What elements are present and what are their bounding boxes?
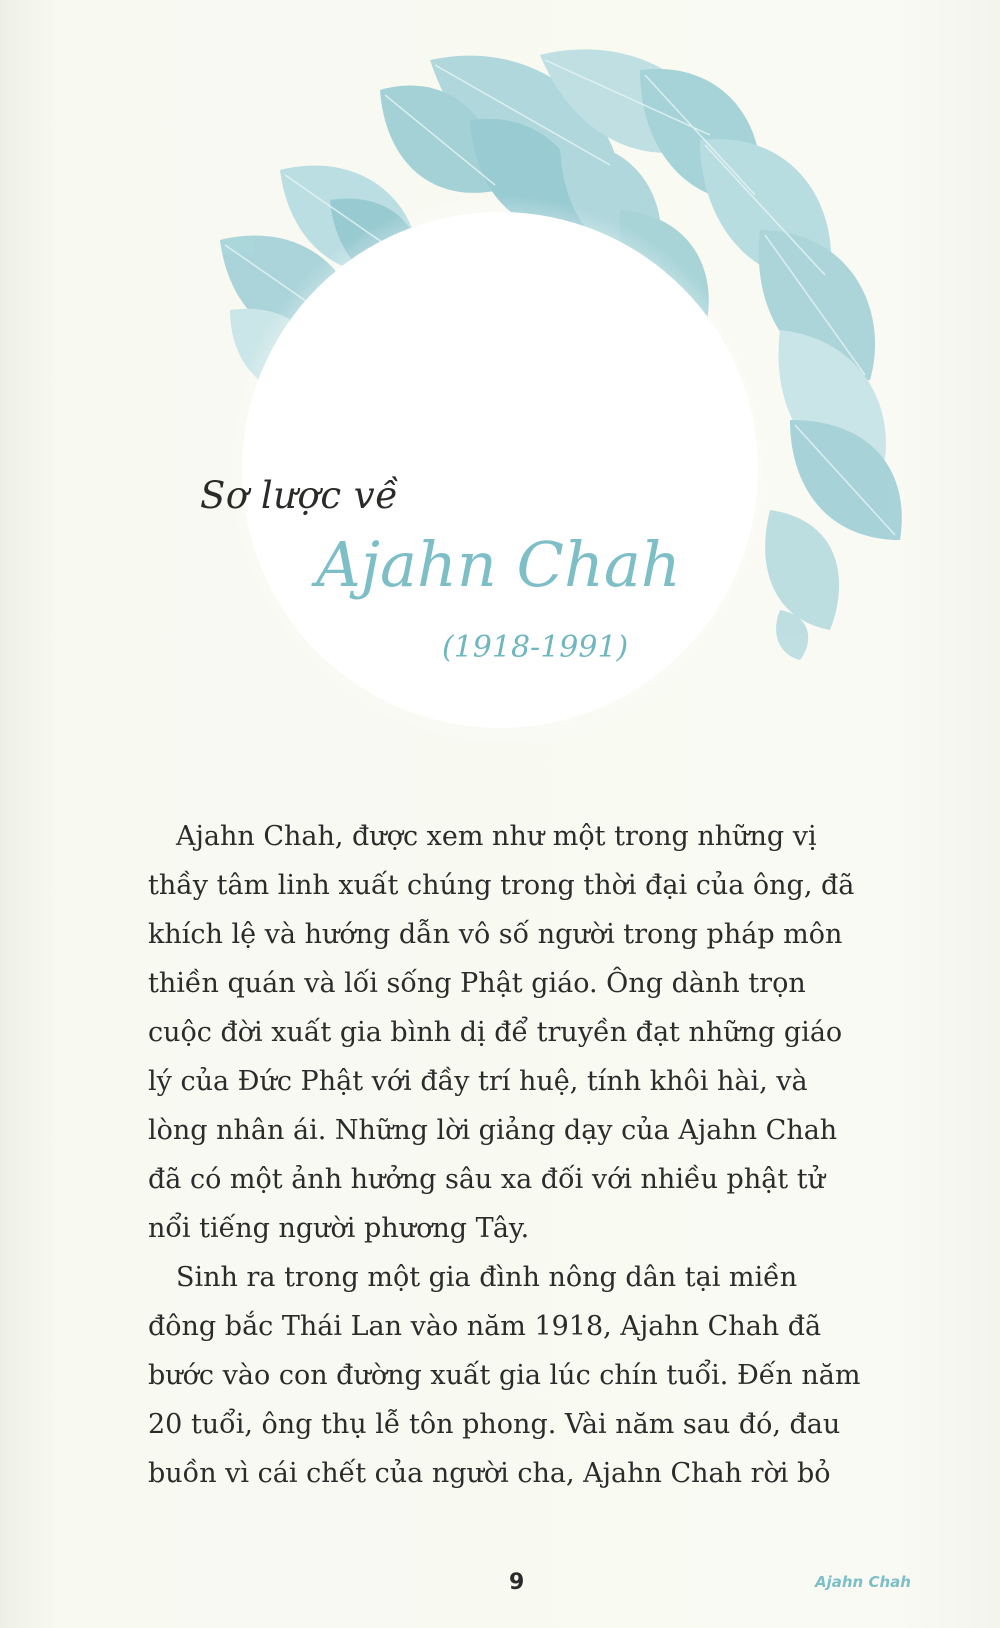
heading-years: (1918-1991) xyxy=(442,630,629,665)
text-line: lòng nhân ái. Những lời giảng dạy của Ajahn Chah xyxy=(148,1115,838,1146)
text-line: thầy tâm linh xuất chúng trong thời đại của ông, đã xyxy=(148,870,855,901)
paragraph-1 xyxy=(148,812,933,1253)
text-line: cuộc đời xuất gia bình dị để truyền đạt những giáo xyxy=(148,1017,843,1048)
paragraph-2 xyxy=(148,1253,933,1498)
text-line: đã có một ảnh hưởng sâu xa đối với nhiều phật tử xyxy=(148,1164,825,1195)
running-title: Ajahn Chah xyxy=(815,1573,911,1591)
body-text xyxy=(148,812,933,1498)
text-line: Ajahn Chah, được xem như một trong những vị xyxy=(176,821,817,852)
text-line: lý của Đức Phật với đầy trí huệ, tính khôi hài, và xyxy=(148,1066,808,1097)
text-line: đông bắc Thái Lan vào năm 1918, Ajahn Chah đã xyxy=(148,1311,822,1342)
heading-prefix: Sơ lược về xyxy=(200,474,399,517)
text-line: buồn vì cái chết của người cha, Ajahn Chah rời bỏ xyxy=(148,1458,831,1489)
text-line: nổi tiếng người phương Tây. xyxy=(148,1213,530,1244)
text-line: khích lệ và hướng dẫn vô số người trong pháp môn xyxy=(148,919,843,950)
text-line: Sinh ra trong một gia đình nông dân tại miền xyxy=(176,1262,798,1293)
text-line: 20 tuổi, ông thụ lễ tôn phong. Vài năm sau đó, đau xyxy=(148,1409,841,1440)
text-line: bước vào con đường xuất gia lúc chín tuổi. Đến năm xyxy=(148,1360,861,1391)
heading-name: Ajahn Chah xyxy=(316,528,681,601)
page-number: 9 xyxy=(509,1570,525,1595)
chapter-heading xyxy=(0,0,1000,720)
text-line: thiền quán và lối sống Phật giáo. Ông dành trọn xyxy=(148,968,806,999)
